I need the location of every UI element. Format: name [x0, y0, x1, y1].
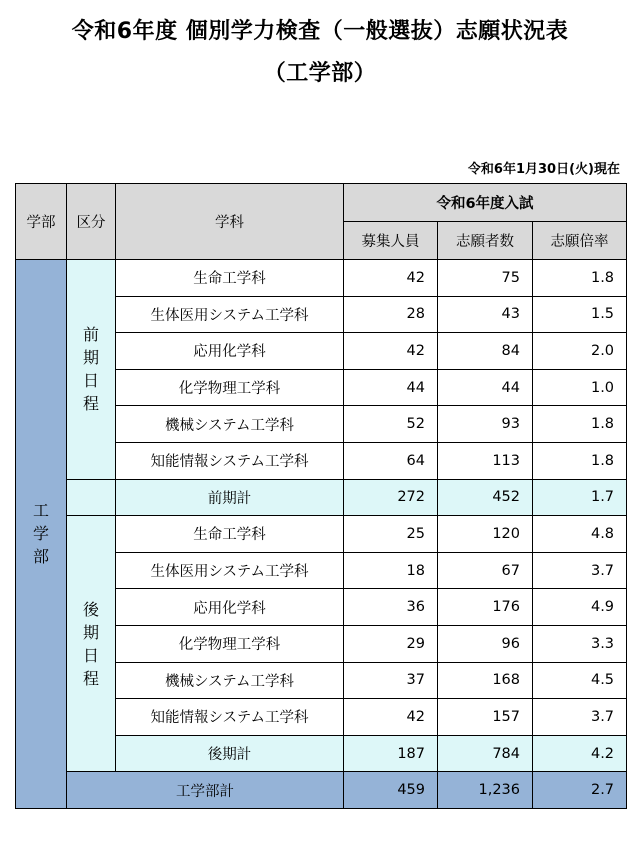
capacity-value: 29	[344, 625, 438, 662]
subtotal-label: 後期計	[116, 735, 344, 772]
department-name: 応用化学科	[116, 333, 344, 370]
department-name: 生体医用システム工学科	[116, 296, 344, 333]
header-capacity: 募集人員	[344, 222, 438, 260]
department-name: 生命工学科	[116, 260, 344, 297]
faculty-label: 工学部	[32, 501, 49, 567]
ratio-value: 3.7	[533, 552, 627, 589]
capacity-value: 42	[344, 333, 438, 370]
header-faculty: 学部	[16, 184, 67, 260]
early-subtotal-row	[16, 479, 627, 516]
ratio-value: 2.7	[533, 772, 627, 809]
ratio-value: 1.0	[533, 369, 627, 406]
grand-total-row	[16, 772, 627, 809]
application-status-table	[15, 183, 627, 809]
applicants-value: 75	[438, 260, 533, 297]
header-row-1	[16, 184, 627, 222]
header-ratio: 志願倍率	[533, 222, 627, 260]
ratio-value: 1.7	[533, 479, 627, 516]
capacity-value: 18	[344, 552, 438, 589]
applicants-value: 176	[438, 589, 533, 626]
applicants-value: 44	[438, 369, 533, 406]
capacity-value: 25	[344, 516, 438, 553]
applicants-value: 96	[438, 625, 533, 662]
ratio-value: 4.2	[533, 735, 627, 772]
capacity-value: 64	[344, 442, 438, 479]
ratio-value: 1.8	[533, 260, 627, 297]
ratio-value: 2.0	[533, 333, 627, 370]
page-title: 令和6年度 個別学力検査（一般選抜）志願状況表	[71, 19, 569, 44]
table-row	[16, 260, 627, 297]
page-subtitle: （工学部）	[263, 61, 377, 86]
department-name: 応用化学科	[116, 589, 344, 626]
ratio-value: 1.8	[533, 442, 627, 479]
faculty-cell	[16, 260, 67, 809]
header-division: 区分	[67, 184, 116, 260]
header-department: 学科	[116, 184, 344, 260]
applicants-value: 93	[438, 406, 533, 443]
capacity-value: 187	[344, 735, 438, 772]
ratio-value: 1.5	[533, 296, 627, 333]
department-name: 知能情報システム工学科	[116, 442, 344, 479]
applicants-value: 67	[438, 552, 533, 589]
ratio-value: 3.7	[533, 699, 627, 736]
ratio-value: 4.8	[533, 516, 627, 553]
capacity-value: 28	[344, 296, 438, 333]
capacity-value: 37	[344, 662, 438, 699]
ratio-value: 3.3	[533, 625, 627, 662]
applicants-value: 1,236	[438, 772, 533, 809]
capacity-value: 52	[344, 406, 438, 443]
department-name: 知能情報システム工学科	[116, 699, 344, 736]
header-applicants: 志願者数	[438, 222, 533, 260]
subtotal-spacer	[67, 479, 116, 516]
department-name: 生命工学科	[116, 516, 344, 553]
ratio-value: 4.9	[533, 589, 627, 626]
applicants-value: 168	[438, 662, 533, 699]
applicants-value: 157	[438, 699, 533, 736]
capacity-value: 44	[344, 369, 438, 406]
capacity-value: 36	[344, 589, 438, 626]
grand-total-label: 工学部計	[67, 772, 344, 809]
capacity-value: 42	[344, 260, 438, 297]
subtotal-label: 前期計	[116, 479, 344, 516]
department-name: 生体医用システム工学科	[116, 552, 344, 589]
capacity-value: 42	[344, 699, 438, 736]
department-name: 化学物理工学科	[116, 625, 344, 662]
capacity-value: 272	[344, 479, 438, 516]
late-schedule-label: 後期日程	[82, 599, 99, 688]
applicants-value: 452	[438, 479, 533, 516]
applicants-value: 84	[438, 333, 533, 370]
early-schedule-cell	[67, 260, 116, 480]
department-name: 化学物理工学科	[116, 369, 344, 406]
department-name: 機械システム工学科	[116, 406, 344, 443]
late-schedule-cell	[67, 516, 116, 772]
ratio-value: 1.8	[533, 406, 627, 443]
table-row	[16, 516, 627, 553]
ratio-value: 4.5	[533, 662, 627, 699]
applicants-value: 43	[438, 296, 533, 333]
department-name: 機械システム工学科	[116, 662, 344, 699]
early-schedule-label: 前期日程	[82, 325, 99, 414]
header-group: 令和6年度入試	[344, 184, 627, 222]
applicants-value: 113	[438, 442, 533, 479]
capacity-value: 459	[344, 772, 438, 809]
applicants-value: 784	[438, 735, 533, 772]
applicants-value: 120	[438, 516, 533, 553]
as-of-date: 令和6年1月30日(火)現在	[467, 162, 620, 177]
